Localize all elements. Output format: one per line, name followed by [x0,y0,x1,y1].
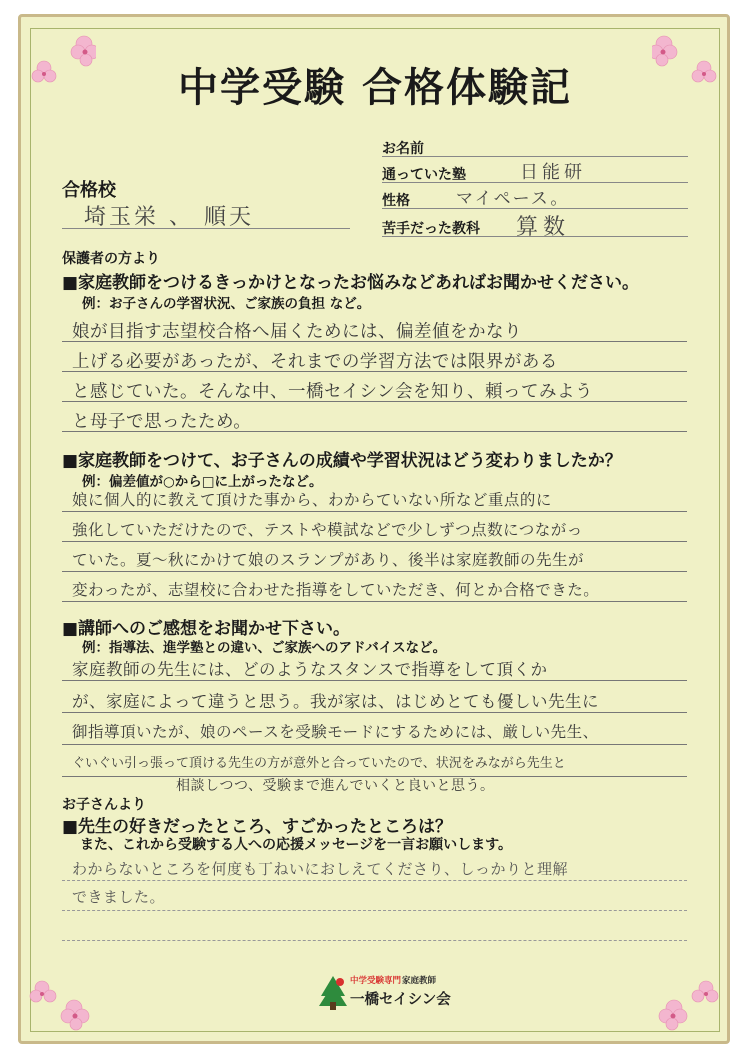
q2-heading: ■家庭教師をつけて、お子さんの成績や学習状況はどう変わりましたか？ [62,451,622,471]
guardian-label: 保護者の方より [62,251,160,267]
q2-answer-line [62,541,687,542]
q1-answer-text: と母子で思ったため。 [72,412,252,432]
q4-answer-line [62,910,687,911]
q2-answer-text: ていた。夏～秋にかけて娘のスランプがあり、後半は家庭教師の先生が [72,551,585,569]
flower-decoration-icon [26,968,96,1038]
q2-answer-text: 強化していただけたので、テストや模試などで少しずつ点数につながっ [72,521,583,539]
q1-heading: ■家庭教師をつけるきっかけとなったお悩みなどあればお聞かせください。 [62,273,640,293]
q1-example: 例：お子さんの学習状況、ご家族の負担 など。 [82,296,371,312]
q1-answer-text: 娘が目指す志望校合格へ届くためには、偏差値をかなり [72,322,522,342]
logo-tagline-right: 家庭教師 [402,976,437,986]
school-underline [62,228,350,229]
name-label: お名前 [382,141,424,157]
q3-answer-line [62,712,687,713]
q3-heading: ■講師へのご感想をお聞かせ下さい。 [62,619,351,639]
q4-answer-line [62,880,687,881]
q1-answer-text: 上げる必要があったが、それまでの学習方法では限界がある [72,352,558,372]
q2-answer-text: 変わったが、志望校に合わせた指導をしていただき、何とか合格できた。 [72,581,600,599]
q3-answer-text: が、家庭によって違うと思う。我が家は、はじめとても優しい先生に [72,692,599,711]
logo-brand-name: 一橋セイシン会 [350,992,451,1008]
brand-logo [318,968,451,1018]
q3-answer-line [62,680,687,681]
q2-answer-line [62,571,687,572]
personality-value: マイペース。 [456,189,570,209]
weak-subject-label: 苦手だった教科 [382,221,480,237]
school-label: 合格校 [62,180,116,201]
school-value: 埼玉栄 、 順天 [84,205,254,230]
juku-label: 通っていた塾 [382,167,466,183]
q2-example: 例：偏差値が○から□に上がったなど。 [82,474,323,490]
page-title: 中学受験 合格体験記 [178,64,572,111]
name-underline [382,156,688,157]
logo-tagline-left: 中学受験専門 [350,976,402,986]
q3-example: 例：指導法、進学塾との違い、ご家族へのアドバイスなど。 [82,640,447,656]
q3-answer-text: ぐいぐい引っ張って頂ける先生の方が意外と合っていたので、状況をみながら先生と [72,756,566,771]
q2-answer-line [62,511,687,512]
q3-answer-text: 相談しつつ、受験まで進んでいくと良いと思う。 [176,778,495,794]
juku-underline [382,182,688,183]
q4-answer-text: わからないところを何度も丁ねいにおしえてくださり、しっかりと理解 [72,860,569,878]
q4-answer-line [62,940,687,941]
personality-underline [382,208,688,209]
weak-subject-underline [382,236,688,237]
q4-answer-text: できました。 [72,888,166,906]
q3-answer-text: 御指導頂いたが、娘のペースを受験モードにするためには、厳しい先生、 [72,723,599,741]
q2-answer-text: 娘に個人的に教えて頂けた事から、わからていない所など重点的に [72,491,552,509]
weak-subject-value: 算数 [516,215,571,240]
child-label: お子さんより [62,797,146,813]
q4-heading: ■先生の好きだったところ、すごかったところは？ [62,817,453,837]
q2-answer-line [62,601,687,602]
q1-answer-text: と感じていた。そんな中、一橋セイシン会を知り、頼ってみよう [72,382,594,402]
q3-answer-line [62,744,687,745]
q3-answer-text: 家庭教師の先生には、どのようなスタンスで指導をして頂くか [72,660,548,679]
personality-label: 性格 [382,193,410,209]
q4-subheading: また、これから受験する人への応援メッセージを一言お願いします。 [80,837,513,853]
tree-logo-icon [318,974,348,1010]
flower-decoration-icon [652,968,722,1038]
juku-value: 日能研 [520,162,586,183]
